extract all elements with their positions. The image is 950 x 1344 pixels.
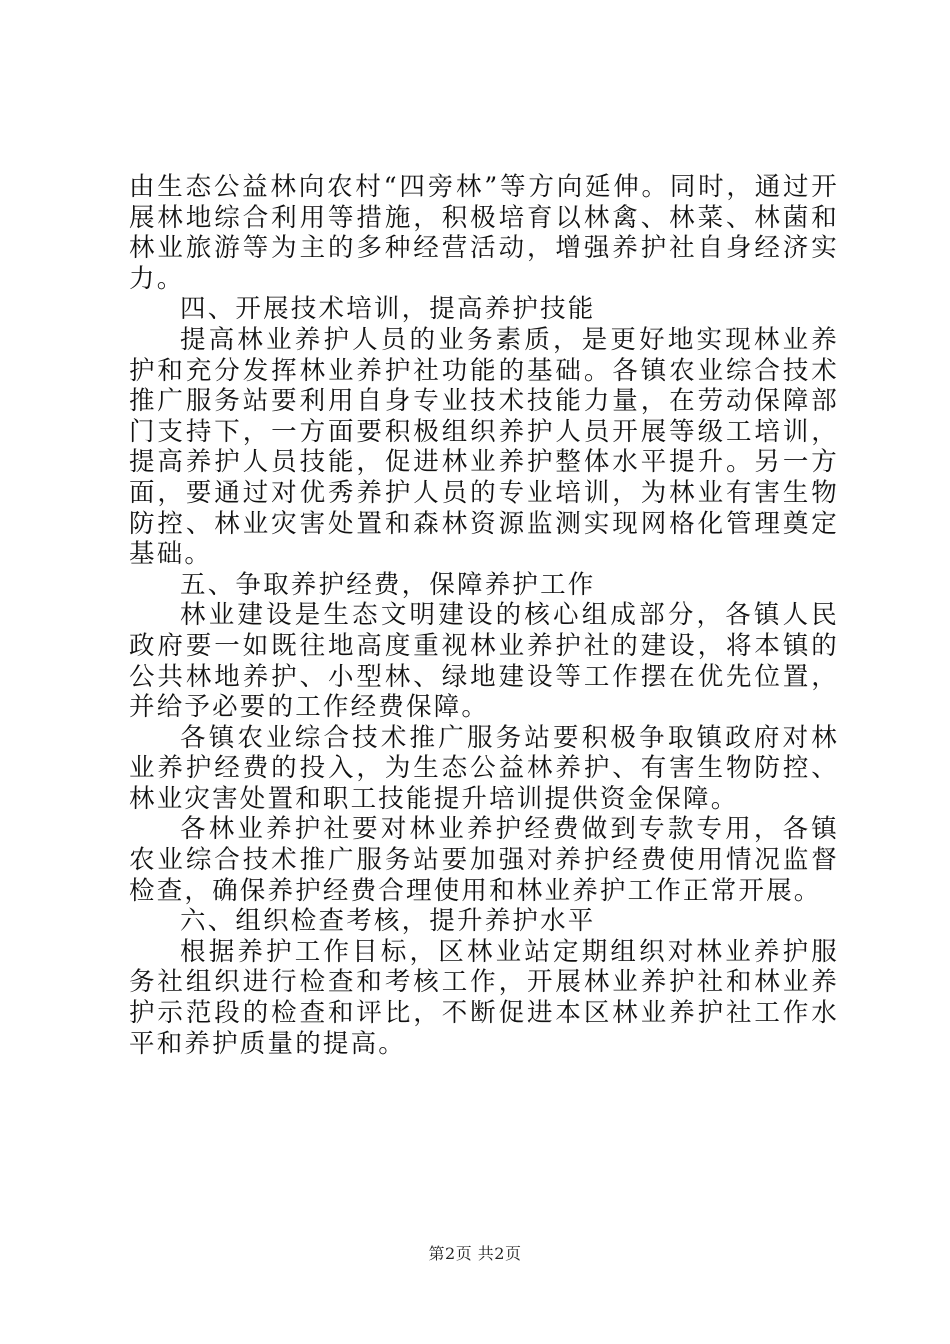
paragraph-training: 提高林业养护人员的业务素质，是更好地实现林业养护和充分发挥林业养护社功能的基础。各镇农业综合技术推广服务站要利用自身专业技术技能力量，在劳动保障部门支持下，一方面要积极组织养护人员开展等级工培训，提高养护人员技能，促进林业养护整体水平提升。另一方面，要通过对优秀养护人员的专业培训，为林业有害生物防控、林业灾害处置和森林资源监测实现网格化管理奠定基础。 — [129, 324, 839, 570]
section-heading-inspection: 六、组织检查考核，提升养护水平 — [180, 906, 596, 937]
section-heading-funding: 五、争取养护经费，保障养护工作 — [180, 569, 596, 600]
paragraph-funding-stations: 各镇农业综合技术推广服务站要积极争取镇政府对林业养护经费的投入，为生态公益林养护、有害生物防控、林业灾害处置和职工技能提升培训提供资金保障。 — [129, 722, 839, 814]
paragraph-continuation: 由生态公益林向农村“四旁林”等方向延伸。同时，通过开展林地综合利用等措施，积极培育以林禽、林菜、林菌和林业旅游等为主的多种经营活动，增强养护社自身经济实力。 — [129, 172, 839, 294]
section-heading-training: 四、开展技术培训，提高养护技能 — [180, 294, 596, 325]
paragraph-funding-government: 林业建设是生态文明建设的核心组成部分，各镇人民政府要一如既往地高度重视林业养护社的建设，将本镇的公共林地养护、小型林、绿地建设等工作摆在优先位置，并给予必要的工作经费保障。 — [129, 600, 839, 723]
paragraph-inspection: 根据养护工作目标，区林业站定期组织对林业养护服务社组织进行检查和考核工作，开展林业养护社和林业养护示范段的检查和评比，不断促进本区林业养护社工作水平和养护质量的提高。 — [129, 936, 839, 1059]
document-body — [129, 172, 839, 1059]
paragraph-funding-usage: 各林业养护社要对林业养护经费做到专款专用，各镇农业综合技术推广服务站要加强对养护经费使用情况监督检查，确保养护经费合理使用和林业养护工作正常开展。 — [129, 814, 839, 906]
page-footer: 第2页 共2页 — [428, 1244, 522, 1263]
